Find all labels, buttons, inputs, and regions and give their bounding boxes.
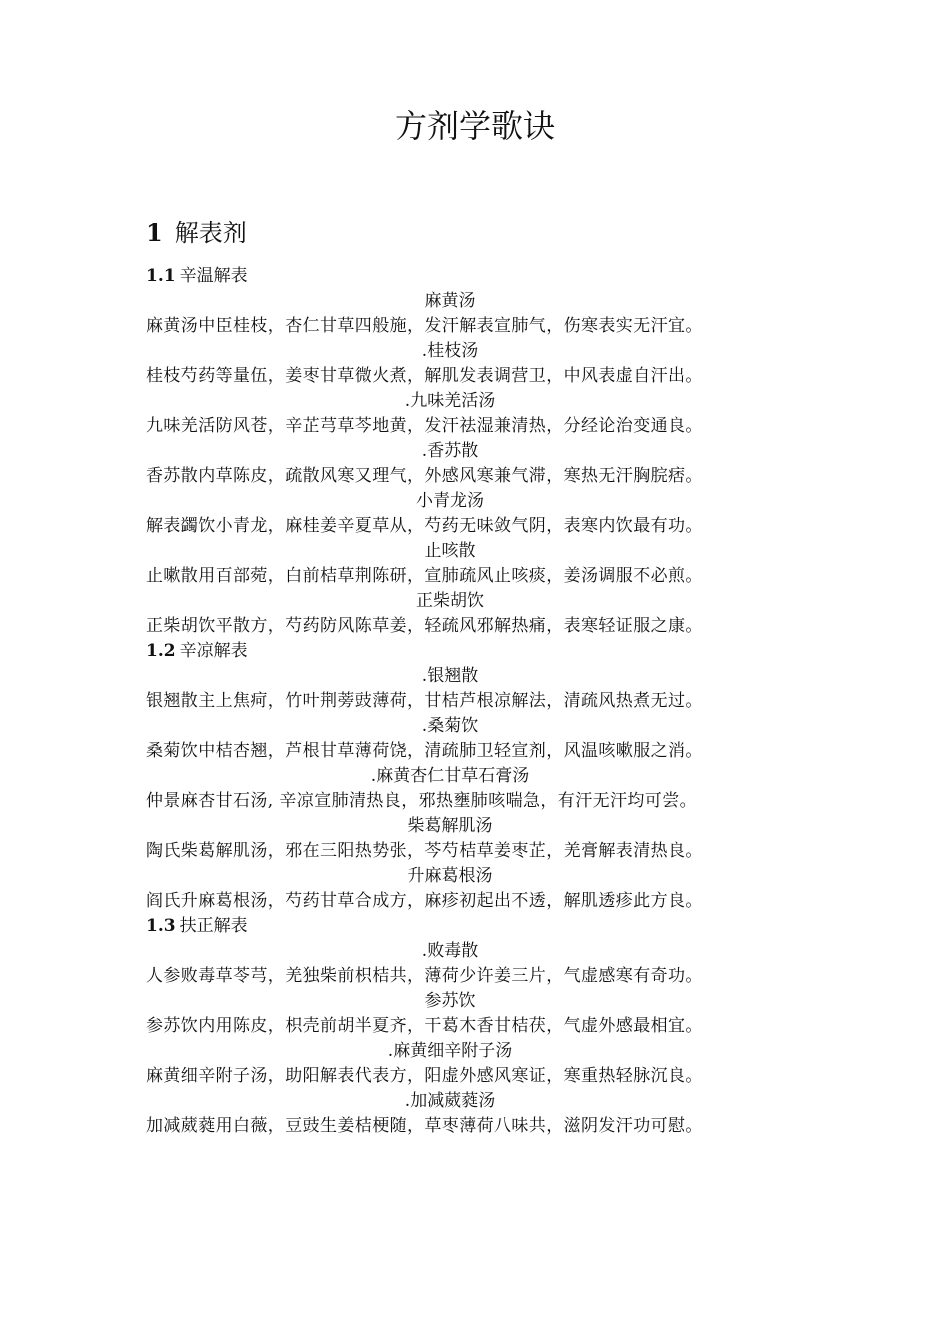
formula-name: 麻黄汤	[424, 291, 476, 311]
formula-name: 小青龙汤	[416, 491, 484, 511]
section-label: 辛温解表	[179, 266, 248, 286]
formula-name: .麻黄细辛附子汤	[387, 1041, 513, 1061]
formula-name: 止咳散	[424, 541, 476, 561]
formula-verse: 阎氏升麻葛根汤，芍药甘草合成方，麻疹初起出不透，解肌透疹此方良。	[146, 891, 703, 911]
section-label: 辛凉解表	[179, 641, 248, 661]
formula-verse: 香苏散内草陈皮，疏散风寒又理气，外感风寒兼气滞，寒热无汗胸脘痞。	[146, 466, 703, 486]
formula-name: 升麻葛根汤	[407, 866, 493, 886]
section-heading-1-1	[146, 264, 786, 289]
document-title: 方剂学歌诀	[394, 107, 555, 145]
formula-verse: 正柴胡饮平散方，芍药防风陈草姜，轻疏风邪解热痛，表寒轻证服之康。	[146, 616, 703, 636]
chapter-heading	[146, 216, 247, 250]
formula-verse: 银翘散主上焦疴，竹叶荆蒡豉薄荷，甘桔芦根凉解法，清疏风热煮无过。	[146, 691, 703, 711]
section-heading-1-3	[146, 914, 786, 939]
formula-name: .败毒散	[421, 941, 479, 961]
formula-verse: 仲景麻杏甘石汤, 辛凉宣肺清热良，邪热壅肺咳喘急，有汗无汗均可尝。	[146, 791, 698, 811]
formula-verse: 桑菊饮中桔杏翘，芦根甘草薄荷饶，清疏肺卫轻宣剂，风温咳嗽服之消。	[146, 741, 703, 761]
formula-name: .桑菊饮	[421, 716, 479, 736]
chapter-number: 1	[146, 218, 163, 247]
formula-name: .桂枝汤	[421, 341, 479, 361]
formula-name: .九味羌活汤	[404, 391, 496, 411]
section-number: 1.2	[146, 641, 176, 661]
section-label: 扶正解表	[179, 916, 248, 936]
section-heading-1-2	[146, 639, 786, 664]
formula-verse: 陶氏柴葛解肌汤，邪在三阳热势张，芩芍桔草姜枣芷，羌膏解表清热良。	[146, 841, 703, 861]
formula-list	[146, 264, 786, 1139]
formula-name: 参苏饮	[424, 991, 476, 1011]
formula-verse: 人参败毒草苓芎，羌独柴前枳桔共，薄荷少许姜三片，气虚感寒有奇功。	[146, 966, 703, 986]
formula-verse: 解表蠲饮小青龙，麻桂姜辛夏草从，芍药无味敛气阴，表寒内饮最有功。	[146, 516, 703, 536]
formula-name: .麻黄杏仁甘草石膏汤	[370, 766, 530, 786]
section-number: 1.3	[146, 916, 176, 936]
formula-verse: 加减葳蕤用白薇，豆豉生姜桔梗随，草枣薄荷八味共，滋阴发汗功可慰。	[146, 1116, 703, 1136]
formula-name: 正柴胡饮	[416, 591, 484, 611]
formula-name: .香苏散	[421, 441, 479, 461]
formula-verse: 止嗽散用百部菀，白前桔草荆陈研，宣肺疏风止咳痰，姜汤调服不必煎。	[146, 566, 703, 586]
section-number: 1.1	[146, 266, 176, 286]
formula-verse: 参苏饮内用陈皮，枳壳前胡半夏齐，干葛木香甘桔茯，气虚外感最相宜。	[146, 1016, 703, 1036]
formula-name: .银翘散	[421, 666, 479, 686]
formula-name: 柴葛解肌汤	[407, 816, 493, 836]
formula-verse: 麻黄汤中臣桂枝，杏仁甘草四般施，发汗解表宣肺气，伤寒表实无汗宜。	[146, 316, 703, 336]
chapter-label: 解表剂	[174, 219, 247, 247]
formula-verse: 麻黄细辛附子汤，助阳解表代表方，阳虚外感风寒证，寒重热轻脉沉良。	[146, 1066, 703, 1086]
formula-verse: 桂枝芍药等量伍，姜枣甘草微火煮，解肌发表调营卫，中风表虚自汗出。	[146, 366, 703, 386]
formula-verse: 九味羌活防风苍，辛芷芎草芩地黄，发汗祛湿兼清热，分经论治变通良。	[146, 416, 703, 436]
formula-name: .加减葳蕤汤	[404, 1091, 496, 1111]
